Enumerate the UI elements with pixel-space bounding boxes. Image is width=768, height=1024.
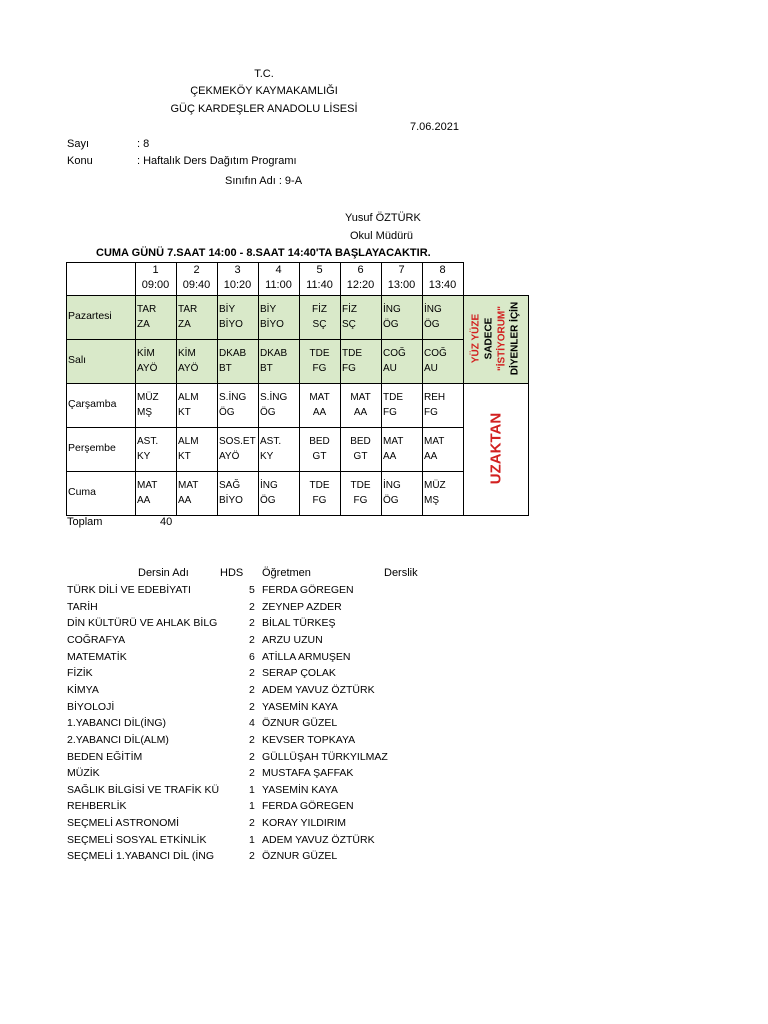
lesson-cell: [383, 346, 420, 376]
teacher-code: BT: [260, 363, 273, 374]
course-hours: 1: [249, 833, 255, 846]
lesson-cell: [301, 434, 338, 464]
course-teacher: FERDA GÖREGEN: [262, 800, 354, 813]
teacher-code: BT: [219, 363, 232, 374]
lesson-code: AST.: [137, 436, 159, 447]
course-name: DİN KÜLTÜRÜ VE AHLAK BİLG: [67, 617, 218, 630]
course-name: 1.YABANCI DİL(İNG): [67, 717, 166, 730]
lesson-cell: [219, 346, 256, 376]
lesson-cell: [301, 390, 338, 420]
lesson-code: BED: [350, 436, 371, 447]
lesson-cell: [342, 390, 379, 420]
period-time: 13:00: [387, 279, 416, 291]
course-hours: 2: [249, 667, 255, 680]
lesson-code: TAR: [137, 304, 157, 315]
lesson-code: KİM: [178, 348, 196, 359]
class-name: Sınıfın Adı : 9-A: [225, 175, 303, 187]
teacher-code: MŞ: [424, 495, 439, 506]
teacher-code: FG: [312, 363, 327, 374]
teacher-code: AA: [178, 495, 192, 506]
lesson-code: TDE: [309, 348, 330, 359]
course-teacher: SERAP ÇOLAK: [262, 667, 336, 680]
course-hours: 1: [249, 783, 255, 796]
grid-line: [66, 515, 529, 516]
lesson-cell: [178, 302, 215, 332]
period-time: 11:40: [306, 279, 333, 291]
course-name: FİZİK: [67, 667, 93, 680]
konu-label: Konu: [67, 155, 93, 167]
grid-line: [381, 262, 382, 515]
grid-line: [528, 295, 529, 515]
lesson-code: DKAB: [219, 348, 247, 359]
lesson-code: BED: [309, 436, 330, 447]
grid-line: [299, 262, 300, 515]
lesson-code: İNG: [260, 480, 278, 491]
course-hours: 2: [249, 617, 255, 630]
kaymakamlik-heading: ÇEKMEKÖY KAYMAKAMLIĞI: [190, 85, 338, 97]
side-note-line2: SADECE: [483, 317, 494, 360]
course-hours: 2: [249, 850, 255, 863]
lesson-code: TDE: [383, 392, 403, 403]
course-teacher: ADEM YAVUZ ÖZTÜRK: [262, 683, 375, 696]
lesson-code: ALM: [178, 436, 199, 447]
teacher-code: AYÖ: [178, 363, 199, 374]
course-hours: 2: [249, 600, 255, 613]
side-note-line4: DİYENLER İÇİN: [509, 301, 520, 376]
course-teacher: ATİLLA ARMUŞEN: [262, 650, 351, 663]
teacher-code: ÖG: [424, 319, 440, 330]
period-number: 8: [439, 264, 446, 276]
course-name: 2.YABANCI DİL(ALM): [67, 733, 169, 746]
period-time: 10:20: [223, 279, 252, 291]
lesson-cell: [342, 478, 379, 508]
day-label: Cuma: [68, 486, 97, 498]
teacher-code: AA: [137, 495, 151, 506]
course-hours: 2: [249, 733, 255, 746]
course-teacher: FERDA GÖREGEN: [262, 584, 354, 596]
course-teacher: ZEYNEP AZDER: [262, 600, 342, 613]
course-name-header: Dersin Adı: [138, 567, 189, 579]
teacher-code: KT: [178, 451, 191, 462]
lesson-code: KİM: [137, 348, 155, 359]
course-room-header: Derslik: [384, 567, 418, 579]
course-name: COĞRAFYA: [67, 633, 126, 646]
lesson-code: FİZ: [342, 304, 357, 315]
period-number: 2: [193, 264, 200, 276]
period-number: 7: [398, 264, 405, 276]
course-hds-header: HDS: [220, 567, 244, 579]
school-heading: GÜÇ KARDEŞLER ANADOLU LİSESİ: [170, 103, 358, 115]
period-number: 1: [152, 264, 159, 276]
course-teacher: GÜLLÜŞAH TÜRKYILMAZ: [262, 750, 388, 763]
lesson-cell: [137, 478, 174, 508]
lesson-code: DKAB: [260, 348, 288, 359]
lesson-cell: [260, 478, 297, 508]
total-value: 40: [160, 516, 173, 528]
document-date: 7.06.2021: [410, 121, 459, 133]
lesson-cell: [137, 390, 174, 420]
teacher-code: AYÖ: [137, 363, 158, 374]
lesson-cell: [178, 390, 215, 420]
teacher-code: MŞ: [137, 407, 152, 418]
period-time: 13:40: [428, 279, 457, 291]
teacher-code: ÖG: [383, 319, 399, 330]
grid-line: [176, 262, 177, 515]
lesson-code: MAT: [350, 392, 371, 403]
course-hours: 2: [249, 683, 255, 696]
lesson-cell: [424, 346, 461, 376]
tc-heading: T.C.: [254, 68, 274, 80]
course-name: BİYOLOJİ: [67, 700, 115, 713]
course-name: SEÇMELİ ASTRONOMİ: [67, 817, 180, 830]
course-name: MÜZİK: [67, 767, 100, 780]
grid-line: [422, 262, 423, 515]
remote-label: UZAKTAN: [487, 412, 504, 485]
course-teacher: KORAY YILDIRIM: [262, 817, 347, 830]
lesson-cell: [219, 478, 256, 508]
course-teacher: ÖZNUR GÜZEL: [262, 850, 338, 863]
sayi-value: : 8: [137, 138, 150, 150]
course-hours: 2: [249, 767, 255, 780]
teacher-code: BİYO: [219, 319, 243, 330]
course-name: MATEMATİK: [67, 650, 127, 663]
day-label: Pazartesi: [68, 310, 112, 322]
course-hours: 2: [249, 700, 255, 713]
course-hours: 2: [249, 633, 255, 646]
lesson-code: MÜZ: [137, 392, 159, 403]
lesson-code: TDE: [350, 480, 371, 491]
teacher-code: ZA: [137, 319, 150, 330]
lesson-cell: [219, 434, 256, 464]
lesson-code: İNG: [383, 480, 401, 491]
teacher-code: BİYO: [260, 319, 284, 330]
course-teacher: YASEMİN KAYA: [262, 700, 338, 713]
teacher-code: KT: [178, 407, 191, 418]
lesson-cell: [219, 390, 256, 420]
teacher-code: FG: [383, 407, 397, 418]
lesson-code: MAT: [424, 436, 445, 447]
lesson-cell: [424, 390, 461, 420]
course-teacher: YASEMİN KAYA: [262, 783, 338, 796]
teacher-code: AU: [383, 363, 397, 374]
lesson-code: TDE: [309, 480, 330, 491]
lesson-code: ALM: [178, 392, 199, 403]
lesson-cell: [301, 478, 338, 508]
teacher-code: ZA: [178, 319, 191, 330]
period-time: 09:00: [141, 279, 170, 291]
grid-line: [66, 262, 463, 263]
course-teacher: ÖZNUR GÜZEL: [262, 717, 338, 730]
teacher-code: AA: [424, 451, 438, 462]
side-note-line3: "İSTİYORUM": [496, 305, 507, 372]
lesson-cell: [424, 478, 461, 508]
teacher-code: ÖG: [383, 495, 399, 506]
period-number: 5: [316, 264, 323, 276]
teacher-code: AA: [312, 407, 327, 418]
lesson-cell: [424, 434, 461, 464]
lesson-cell: [301, 346, 338, 376]
teacher-code: FG: [312, 495, 327, 506]
day-label: Çarşamba: [68, 398, 117, 410]
course-name: TARİH: [67, 600, 98, 613]
course-name: BEDEN EĞİTİM: [67, 750, 143, 763]
teacher-code: SÇ: [312, 319, 327, 330]
teacher-code: AU: [424, 363, 438, 374]
period-time: 11:00: [265, 279, 292, 291]
day-label: Perşembe: [68, 442, 116, 454]
lesson-cell: [383, 390, 420, 420]
lesson-cell: [260, 346, 297, 376]
lesson-code: TDE: [342, 348, 362, 359]
course-teacher: KEVSER TOPKAYA: [262, 733, 356, 746]
teacher-code: GT: [312, 451, 327, 462]
lesson-code: FİZ: [312, 304, 327, 315]
teacher-code: FG: [353, 495, 368, 506]
lesson-code: MAT: [383, 436, 404, 447]
course-teacher-header: Öğretmen: [262, 567, 311, 579]
course-teacher: MUSTAFA ŞAFFAK: [262, 767, 354, 780]
sayi-label: Sayı: [67, 138, 90, 150]
grid-line: [66, 471, 464, 472]
side-note-line1: YÜZ YÜZE: [470, 313, 481, 364]
lesson-code: MAT: [309, 392, 330, 403]
lesson-code: TAR: [178, 304, 198, 315]
lesson-code: BİY: [260, 304, 277, 315]
lesson-cell: [137, 302, 174, 332]
lesson-code: S.İNG: [219, 392, 247, 403]
lesson-cell: [342, 302, 379, 332]
period-time: 09:40: [182, 279, 211, 291]
course-teacher: ADEM YAVUZ ÖZTÜRK: [262, 833, 375, 846]
course-teacher: BİLAL TÜRKEŞ: [262, 617, 336, 630]
konu-value: : Haftalık Ders Dağıtım Programı: [137, 155, 297, 167]
lesson-code: COĞ: [424, 348, 447, 359]
lesson-cell: [219, 302, 256, 332]
day-label: Salı: [68, 354, 87, 366]
teacher-code: GT: [353, 451, 368, 462]
grid-line: [66, 339, 464, 340]
period-number: 4: [275, 264, 282, 276]
grid-line: [135, 262, 136, 515]
lesson-code: SOS.ET: [219, 436, 256, 447]
period-time: 12:20: [346, 279, 375, 291]
period-number: 6: [357, 264, 364, 276]
course-name: KİMYA: [67, 683, 99, 696]
course-name: SAĞLIK BİLGİSİ VE TRAFİK KÜ: [67, 783, 219, 796]
lesson-code: BİY: [219, 304, 236, 315]
teacher-code: AA: [383, 451, 397, 462]
principal-title: Okul Müdürü: [350, 230, 413, 242]
grid-line: [463, 262, 464, 515]
lesson-cell: [260, 434, 297, 464]
lesson-cell: [301, 302, 338, 332]
lesson-cell: [383, 302, 420, 332]
grid-line: [217, 262, 218, 515]
grid-line: [258, 262, 259, 515]
lesson-code: SAĞ: [219, 480, 241, 491]
grid-line: [340, 262, 341, 515]
lesson-cell: [137, 346, 174, 376]
lesson-code: COĞ: [383, 348, 406, 359]
lesson-cell: [383, 478, 420, 508]
lesson-cell: [137, 434, 174, 464]
course-hours: 2: [249, 817, 255, 830]
teacher-code: KY: [260, 451, 274, 462]
teacher-code: ÖG: [260, 495, 276, 506]
teacher-code: AA: [353, 407, 368, 418]
teacher-code: FG: [342, 363, 356, 374]
lesson-cell: [260, 302, 297, 332]
teacher-code: KY: [137, 451, 151, 462]
principal-name: Yusuf ÖZTÜRK: [345, 212, 421, 224]
teacher-code: SÇ: [342, 319, 356, 330]
lesson-code: MAT: [137, 480, 158, 491]
course-name: TÜRK DİLİ VE EDEBİYATI: [67, 584, 191, 596]
course-name: SEÇMELİ 1.YABANCI DİL (İNG: [67, 850, 215, 863]
lesson-code: MAT: [178, 480, 199, 491]
lesson-cell: [260, 390, 297, 420]
course-hours: 4: [249, 717, 255, 730]
schedule-notice: CUMA GÜNÜ 7.SAAT 14:00 - 8.SAAT 14:40'TA BAŞLAYACAKTIR.: [96, 247, 431, 259]
lesson-cell: [178, 346, 215, 376]
grid-line: [66, 262, 67, 515]
teacher-code: AYÖ: [219, 451, 240, 462]
teacher-code: ÖG: [219, 407, 235, 418]
teacher-code: FG: [424, 407, 438, 418]
lesson-code: İNG: [424, 304, 442, 315]
lesson-cell: [424, 302, 461, 332]
lesson-code: REH: [424, 392, 446, 403]
lesson-code: AST.: [260, 436, 282, 447]
teacher-code: ÖG: [260, 407, 276, 418]
course-hours: 1: [249, 800, 255, 813]
lesson-cell: [178, 434, 215, 464]
total-label: Toplam: [67, 516, 103, 528]
lesson-code: İNG: [383, 304, 401, 315]
lesson-cell: [178, 478, 215, 508]
course-name: SEÇMELİ SOSYAL ETKİNLİK: [67, 833, 207, 846]
teacher-code: BİYO: [219, 495, 243, 506]
course-teacher: ARZU UZUN: [262, 633, 323, 646]
course-hours: 6: [249, 650, 255, 663]
lesson-code: MÜZ: [424, 480, 446, 491]
course-name: REHBERLİK: [67, 800, 127, 813]
period-number: 3: [234, 264, 241, 276]
grid-line: [66, 427, 464, 428]
course-hours: 2: [249, 750, 255, 763]
lesson-cell: [383, 434, 420, 464]
lesson-cell: [342, 346, 379, 376]
lesson-cell: [342, 434, 379, 464]
course-hours: 5: [249, 584, 255, 596]
lesson-code: S.İNG: [260, 392, 288, 403]
